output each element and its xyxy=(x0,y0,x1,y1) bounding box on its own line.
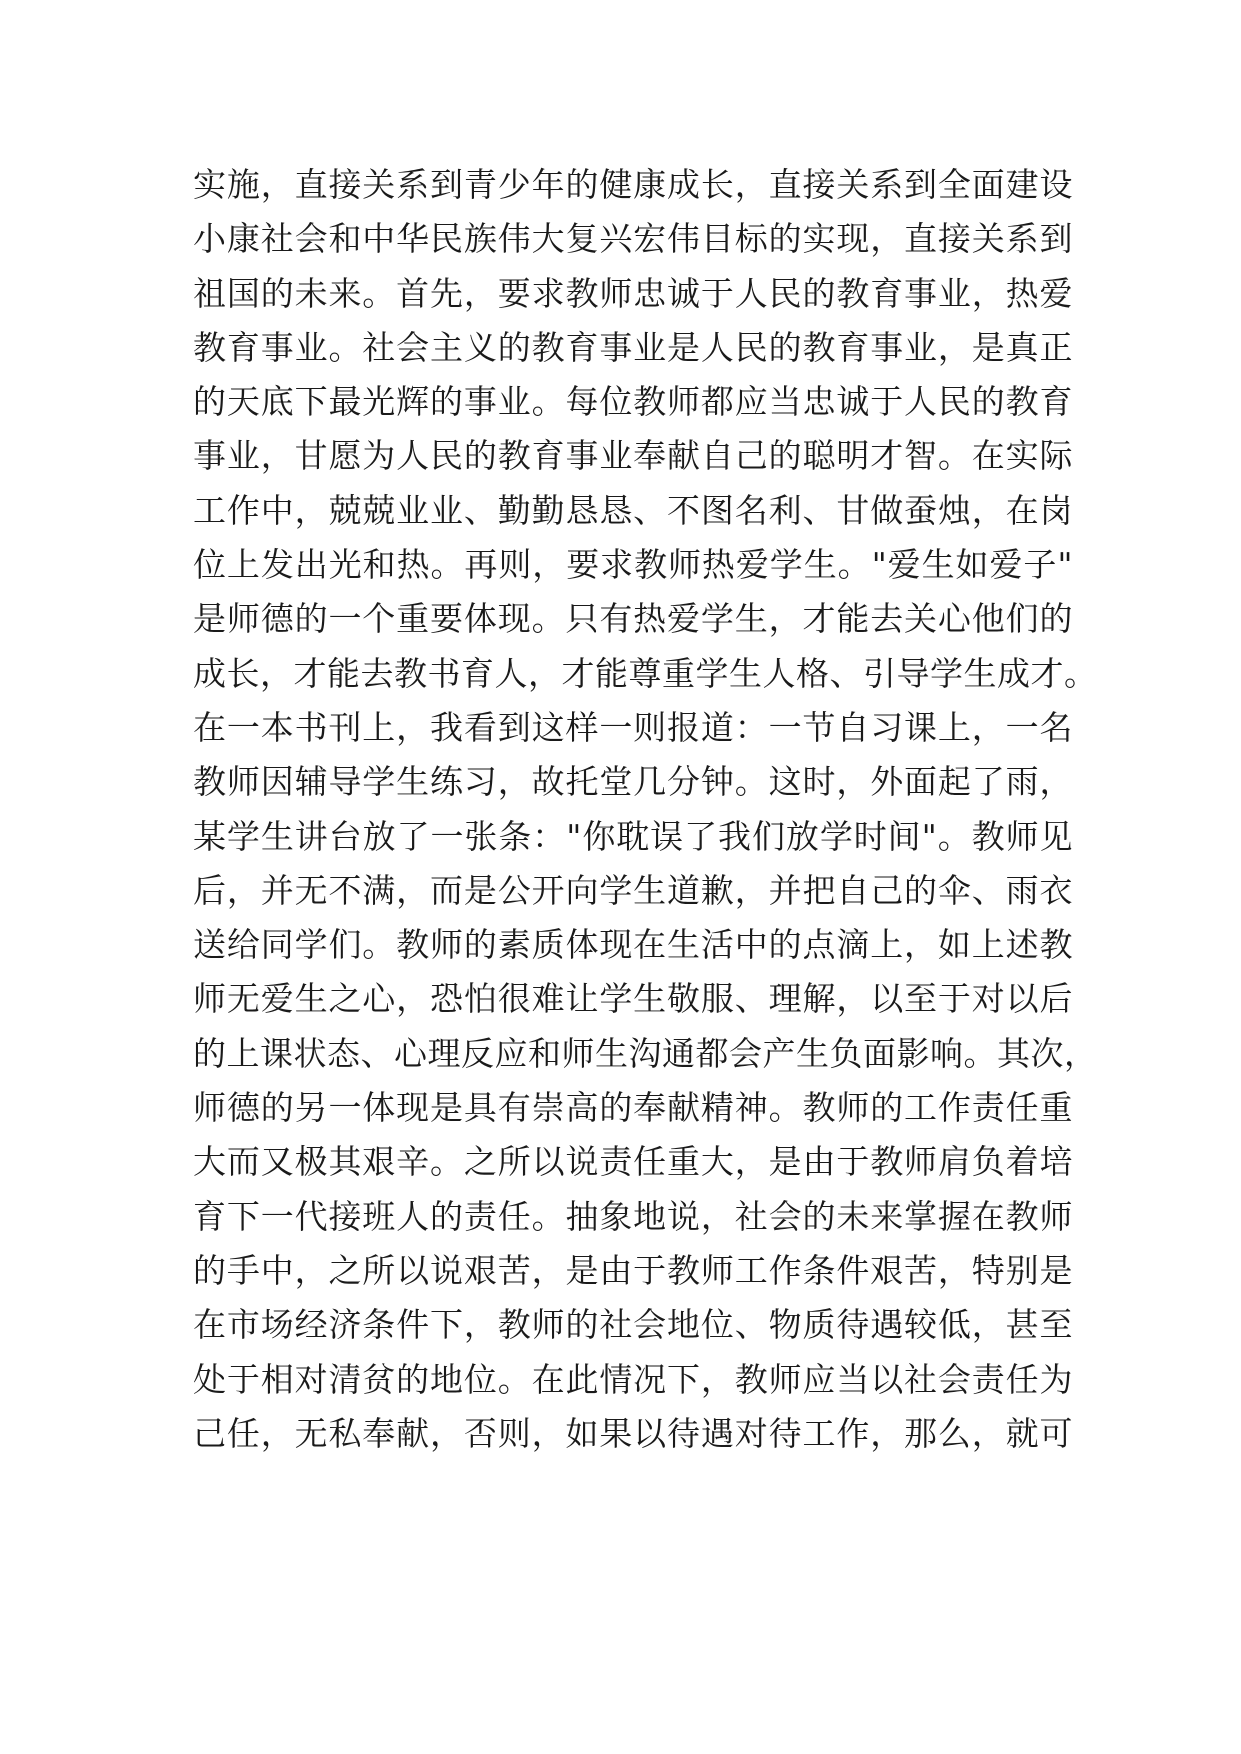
text-line: 的天底下最光辉的事业。每位教师都应当忠诚于人民的教育 xyxy=(193,382,1073,422)
text-line: 师无爱生之心，恐怕很难让学生敬服、理解，以至于对以后 xyxy=(193,979,1073,1019)
text-line: 己任，无私奉献，否则，如果以待遇对待工作，那么，就可 xyxy=(193,1413,1073,1453)
text-line: 师德的另一体现是具有崇高的奉献精神。教师的工作责任重 xyxy=(193,1088,1073,1128)
text-line: 位上发出光和热。再则，要求教师热爱学生。"爱生如爱子" xyxy=(193,545,1073,585)
text-line: 的上课状态、心理反应和师生沟通都会产生负面影响。其次， xyxy=(193,1033,1098,1073)
text-line: 祖国的未来。首先，要求教师忠诚于人民的教育事业，热爱 xyxy=(193,273,1073,313)
text-line: 成长，才能去教书育人，才能尊重学生人格、引导学生成才。 xyxy=(193,653,1098,693)
body-text xyxy=(193,158,1098,1461)
text-line: 在一本书刊上，我看到这样一则报道：一节自习课上，一名 xyxy=(193,707,1073,747)
text-line: 事业，甘愿为人民的教育事业奉献自己的聪明才智。在实际 xyxy=(193,436,1073,476)
text-line: 处于相对清贫的地位。在此情况下，教师应当以社会责任为 xyxy=(193,1359,1073,1399)
text-line: 小康社会和中华民族伟大复兴宏伟目标的实现，直接关系到 xyxy=(193,219,1073,259)
text-line: 教师因辅导学生练习，故托堂几分钟。这时，外面起了雨， xyxy=(193,762,1073,802)
text-line: 后，并无不满，而是公开向学生道歉，并把自己的伞、雨衣 xyxy=(193,870,1073,910)
text-line: 是师德的一个重要体现。只有热爱学生，才能去关心他们的 xyxy=(193,599,1073,639)
text-line: 育下一代接班人的责任。抽象地说，社会的未来掌握在教师 xyxy=(193,1196,1073,1236)
text-line: 大而又极其艰辛。之所以说责任重大，是由于教师肩负着培 xyxy=(193,1142,1073,1182)
text-line: 的手中，之所以说艰苦，是由于教师工作条件艰苦，特别是 xyxy=(193,1250,1073,1290)
text-line: 某学生讲台放了一张条："你耽误了我们放学时间"。教师见 xyxy=(193,816,1073,856)
text-line: 工作中，兢兢业业、勤勤恳恳、不图名利、甘做蚕烛，在岗 xyxy=(193,490,1073,530)
text-line: 实施，直接关系到青少年的健康成长，直接关系到全面建设 xyxy=(193,165,1073,204)
text-line: 在市场经济条件下，教师的社会地位、物质待遇较低，甚至 xyxy=(193,1305,1073,1345)
text-line: 教育事业。社会主义的教育事业是人民的教育事业，是真正 xyxy=(193,327,1073,367)
text-line: 送给同学们。教师的素质体现在生活中的点滴上，如上述教 xyxy=(193,925,1073,965)
